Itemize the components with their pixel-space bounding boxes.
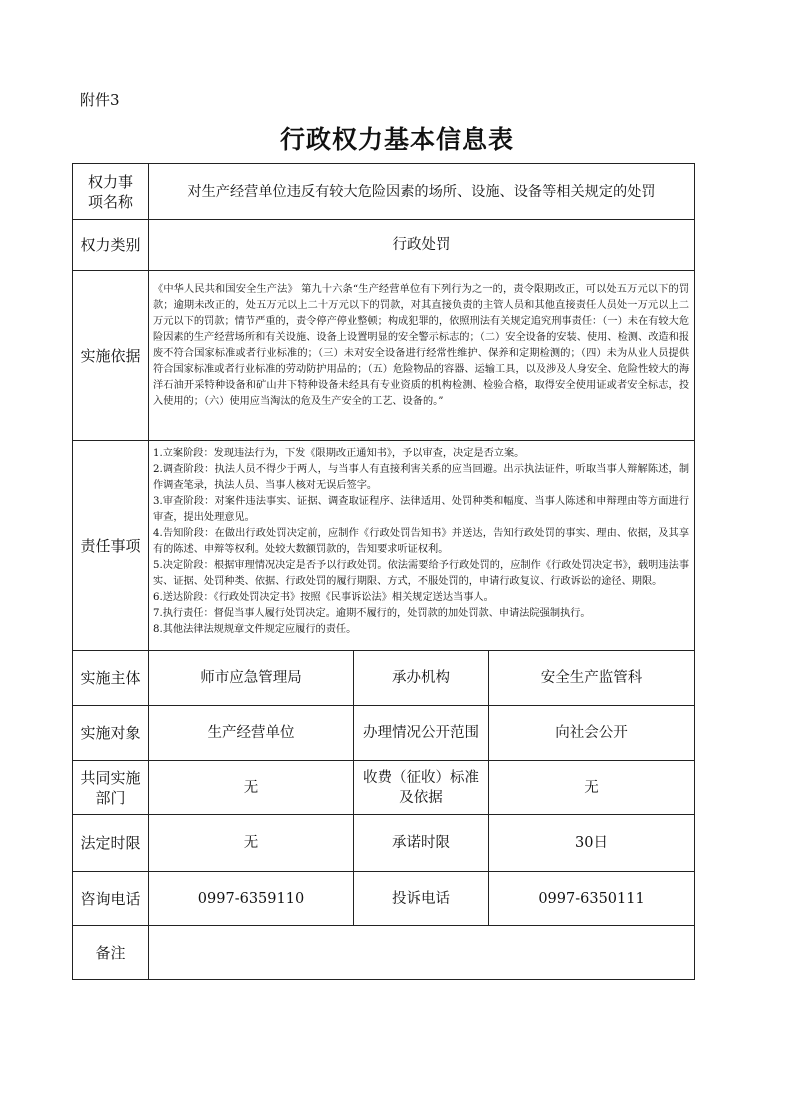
table-row-phone	[73, 872, 695, 926]
value-legal-limit: 无	[149, 815, 354, 872]
label-complaint-phone: 投诉电话	[354, 872, 489, 926]
table-row-category	[73, 220, 695, 271]
label-handling-agency: 承办机构	[354, 651, 489, 706]
duty-item: 4.告知阶段：在做出行政处罚决定前，应制作《行政处罚告知书》并送达，告知行政处罚的事实、理由、依据，及其享有的陈述、申辩等权利。处较大数额罚款的，告知要求听证权利。	[153, 528, 690, 555]
table-row-basis	[73, 271, 695, 441]
table-row-subject	[73, 651, 695, 706]
label-power-name: 权力事项名称	[73, 164, 149, 220]
value-joint-departments: 无	[149, 761, 354, 815]
value-handling-agency: 安全生产监管科	[489, 651, 695, 706]
document-title: 行政权力基本信息表	[279, 125, 514, 154]
value-fee-standard: 无	[489, 761, 695, 815]
label-legal-limit: 法定时限	[73, 815, 149, 872]
label-promised-limit: 承诺时限	[354, 815, 489, 872]
label-duty: 责任事项	[73, 441, 149, 651]
table-row-joint	[73, 761, 695, 815]
table-row-duty	[73, 441, 695, 651]
value-basis: 《中华人民共和国安全生产法》 第九十六条“生产经营单位有下列行为之一的，责令限期改正，可以处五万元以下的罚款；逾期未改正的，处五万元以上二十万元以下的罚款，对其直接负责的主管人员和其他直接责任人员处一万元以上二万元以下的罚款；情节严重的，责令停产停业整顿；构成犯罪的，依照刑法有关规定追究刑事责任：（一）未在有较大危险因素的生产经营场所和有关设施、设备上设置明显的安全警示标志的；（二）安全设备的安装、使用、检测、改造和报废不符合国家标准或者行业标准的；（三）未对安全设备进行经常性维护、保养和定期检测的；（四）未为从业人员提供符合国家标准或者行业标准的劳动防护用品的；（五）危险物品的容器、运输工具，以及涉及人身安全、危险性较大的海洋石油开采特种设备和矿山井下特种设备未经具有专业资质的机构检测、检验合格，取得安全使用证或者安全标志，投入使用的；（六）使用应当淘汰的危及生产安全的工艺、设备的。”	[149, 271, 695, 441]
value-power-name: 对生产经营单位违反有较大危险因素的场所、设施、设备等相关规定的处罚	[149, 164, 695, 220]
duty-list	[149, 441, 695, 651]
label-fee-standard: 收费（征收）标准及依据	[354, 761, 489, 815]
power-info-table	[72, 163, 695, 980]
label-power-category: 权力类别	[73, 220, 149, 271]
label-joint-departments: 共同实施部门	[73, 761, 149, 815]
value-disclosure-scope: 向社会公开	[489, 706, 695, 761]
label-consult-phone: 咨询电话	[73, 872, 149, 926]
duty-item: 5.决定阶段：根据审理情况决定是否予以行政处罚。依法需要给予行政处罚的，应制作《行政处罚决定书》，载明违法事实、证据、处罚种类、依据、行政处罚的履行期限、方式，不服处罚的，申请行政复议、行政诉讼的途径、期限。	[153, 560, 690, 587]
value-target: 生产经营单位	[149, 706, 354, 761]
table-row-remark	[73, 926, 695, 980]
label-remark: 备注	[73, 926, 149, 980]
label-subject: 实施主体	[73, 651, 149, 706]
label-target: 实施对象	[73, 706, 149, 761]
value-promised-limit: 30日	[489, 815, 695, 872]
duty-item: 8.其他法律法规规章文件规定应履行的责任。	[153, 624, 357, 635]
table-row-name	[73, 164, 695, 220]
table-row-limit	[73, 815, 695, 872]
value-complaint-phone: 0997-6350111	[489, 872, 695, 926]
duty-item: 3.审查阶段：对案件违法事实、证据、调查取证程序、法律适用、处罚种类和幅度、当事人陈述和申辩理由等方面进行审查，提出处理意见。	[153, 496, 690, 523]
value-consult-phone: 0997-6359110	[149, 872, 354, 926]
attachment-label: 附件3	[80, 91, 120, 109]
label-basis: 实施依据	[73, 271, 149, 441]
duty-item: 2.调查阶段：执法人员不得少于两人，与当事人有直接利害关系的应当回避。出示执法证件，听取当事人辩解陈述，制作调查笔录，执法人员、当事人核对无误后签字。	[153, 464, 690, 491]
table-row-target	[73, 706, 695, 761]
duty-item: 1.立案阶段：发现违法行为，下发《限期改正通知书》，予以审查，决定是否立案。	[153, 448, 525, 459]
value-subject: 师市应急管理局	[149, 651, 354, 706]
value-remark	[149, 926, 695, 980]
duty-item: 7.执行责任：督促当事人履行处罚决定。逾期不履行的，处罚款的加处罚款、申请法院强制执行。	[153, 608, 591, 619]
label-disclosure-scope: 办理情况公开范围	[354, 706, 489, 761]
value-power-category: 行政处罚	[149, 220, 695, 271]
duty-item: 6.送达阶段：《行政处罚决定书》按照《民事诉讼法》相关规定送达当事人。	[153, 592, 494, 603]
